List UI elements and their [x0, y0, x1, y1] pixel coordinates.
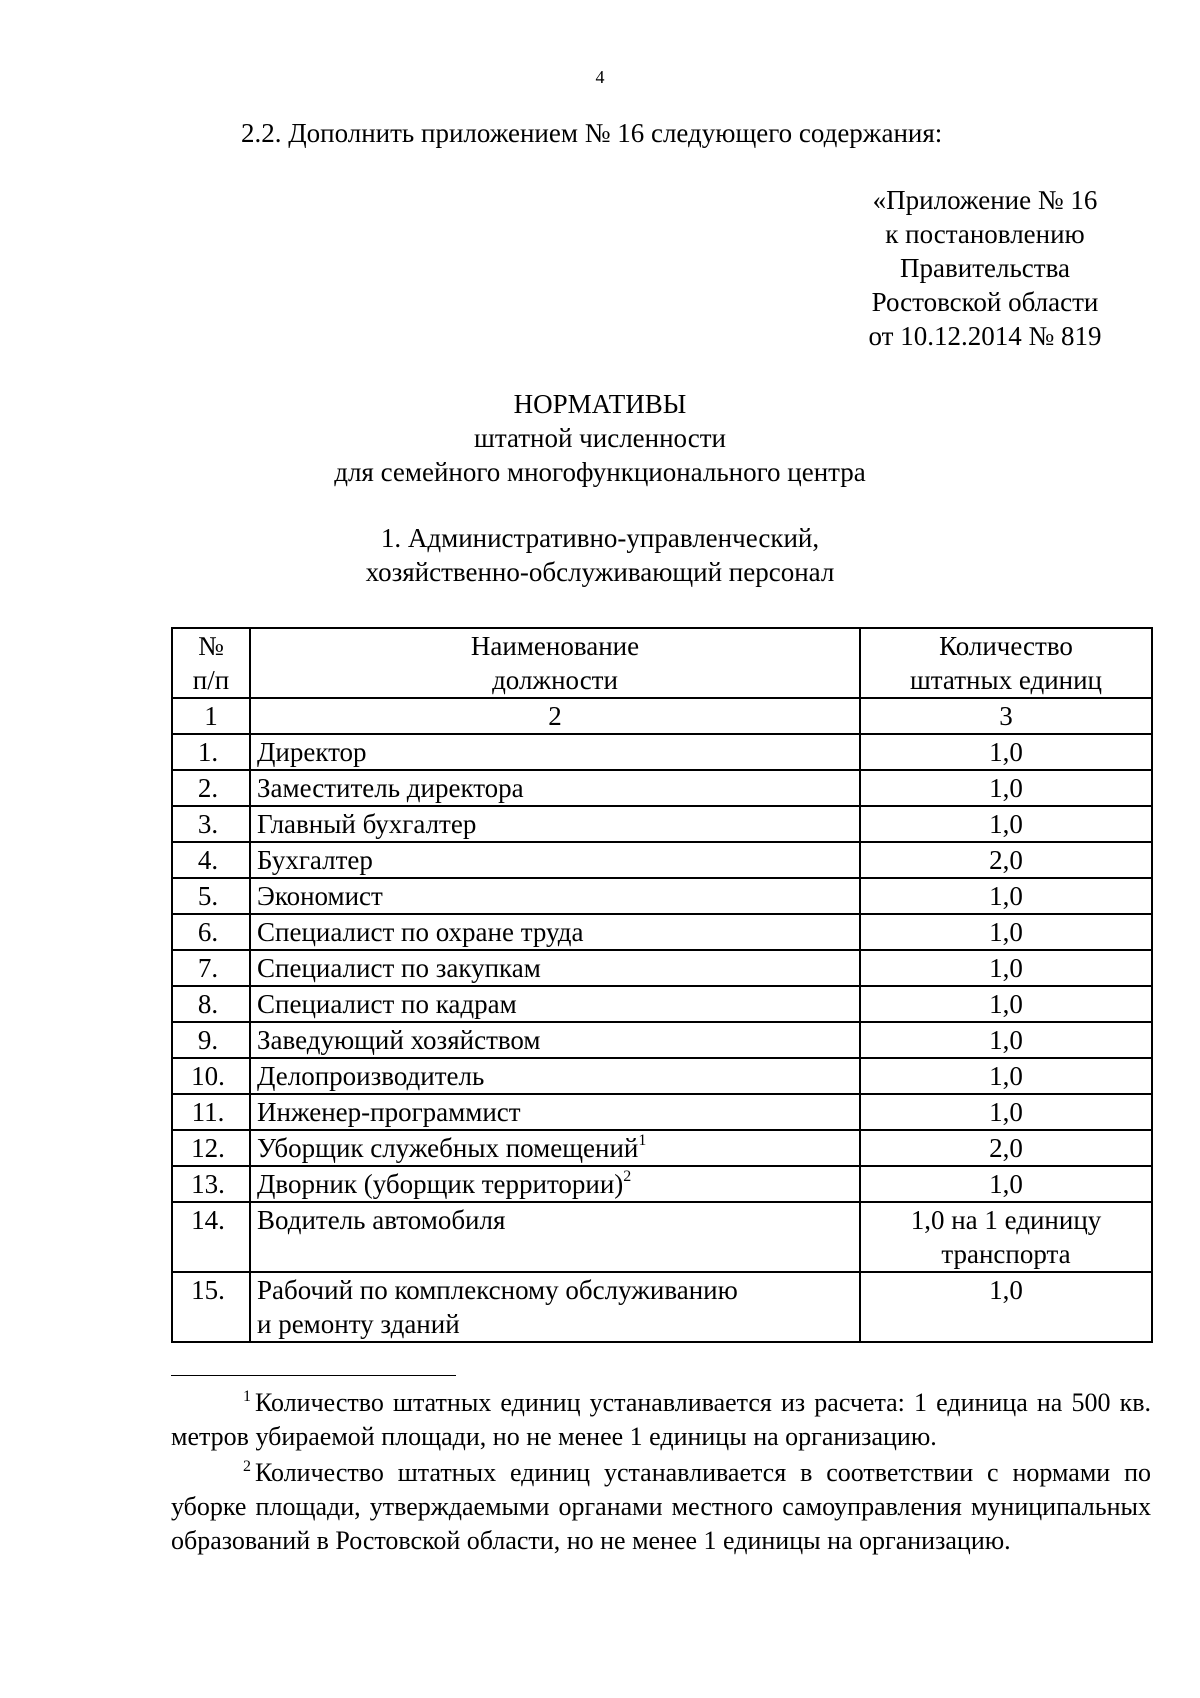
table-row — [172, 770, 1152, 806]
footnote-2 — [171, 1456, 1151, 1558]
position-text: Специалист по охране труда — [257, 917, 584, 947]
column-number-row — [172, 698, 1152, 734]
appendix-line: от 10.12.2014 № 819 — [868, 321, 1102, 351]
position-name — [250, 1058, 860, 1094]
position-text: Экономист — [257, 881, 383, 911]
staff-quantity: 1,0 — [860, 914, 1152, 950]
header-text: п/п — [192, 665, 230, 695]
staff-quantity: 1,0 — [860, 1166, 1152, 1202]
column-number: 3 — [860, 698, 1152, 734]
position-name — [250, 1022, 860, 1058]
position-text: Специалист по кадрам — [257, 989, 517, 1019]
table-row — [172, 842, 1152, 878]
table-row — [172, 1058, 1152, 1094]
table-header-row — [172, 628, 1152, 698]
staff-quantity: 1,0 — [860, 1272, 1152, 1342]
staff-quantity: 1,0 — [860, 1094, 1152, 1130]
position-text: Делопроизводитель — [257, 1061, 485, 1091]
footnote-reference: 2 — [623, 1168, 632, 1185]
section-line: хозяйственно-обслуживающий персонал — [365, 557, 835, 587]
title-subline: штатной численности — [474, 423, 726, 453]
table-row — [172, 914, 1152, 950]
table-row — [172, 806, 1152, 842]
position-line: и ремонту зданий — [257, 1309, 460, 1339]
staff-quantity: 1,0 — [860, 986, 1152, 1022]
footnote-mark: 1 — [243, 1388, 251, 1406]
row-number: 14. — [172, 1202, 250, 1272]
row-number: 12. — [172, 1130, 250, 1166]
row-number: 9. — [172, 1022, 250, 1058]
table-row — [172, 1166, 1152, 1202]
header-text: № — [198, 631, 224, 661]
position-text: Дворник (уборщик территории) — [257, 1169, 624, 1199]
row-number: 13. — [172, 1166, 250, 1202]
header-text: штатных единиц — [909, 665, 1102, 695]
position-text: Бухгалтер — [257, 845, 373, 875]
position-text: Специалист по закупкам — [257, 953, 541, 983]
quantity-line: 1,0 на 1 единицу — [910, 1205, 1102, 1235]
row-number: 2. — [172, 770, 250, 806]
appendix-reference — [820, 183, 1150, 353]
header-position — [250, 628, 860, 698]
staff-quantity — [860, 1202, 1152, 1272]
staff-quantity: 1,0 — [860, 1022, 1152, 1058]
footnote-mark: 2 — [243, 1458, 251, 1476]
row-number: 7. — [172, 950, 250, 986]
table-row — [172, 1130, 1152, 1166]
row-number: 10. — [172, 1058, 250, 1094]
position-line: Рабочий по комплексному обслуживанию — [257, 1275, 738, 1305]
row-number: 4. — [172, 842, 250, 878]
table-row — [172, 986, 1152, 1022]
position-name — [250, 914, 860, 950]
footnote-text: Количество штатных единиц устанавливается из расчета: 1 единица на 500 кв. метров убираемой площади, но не менее 1 единицы на организацию. — [171, 1388, 1151, 1451]
position-name — [250, 1202, 860, 1272]
position-name — [250, 806, 860, 842]
column-number: 2 — [250, 698, 860, 734]
quantity-line: транспорта — [941, 1239, 1071, 1269]
staff-quantity: 1,0 — [860, 950, 1152, 986]
position-name — [250, 986, 860, 1022]
page-number: 4 — [595, 67, 605, 87]
staff-quantity: 1,0 — [860, 806, 1152, 842]
row-number: 15. — [172, 1272, 250, 1342]
footnote-reference: 1 — [638, 1132, 647, 1149]
row-number: 8. — [172, 986, 250, 1022]
table-row — [172, 1022, 1152, 1058]
table-row — [172, 878, 1152, 914]
position-name — [250, 1272, 860, 1342]
position-name — [250, 734, 860, 770]
footnote-divider — [171, 1375, 456, 1376]
table-row — [172, 1094, 1152, 1130]
appendix-line: Ростовской области — [871, 287, 1099, 317]
header-text: Количество — [939, 631, 1073, 661]
footnote-text: Количество штатных единиц устанавливается в соответствии с нормами по уборке площади, утверждаемыми органами местного самоуправления муниципальных образований в Ростовской области, но не менее 1 единицы на организацию. — [171, 1458, 1151, 1555]
table-row — [172, 734, 1152, 770]
header-text: должности — [492, 665, 618, 695]
header-number — [172, 628, 250, 698]
column-number: 1 — [172, 698, 250, 734]
footnotes — [171, 1386, 1151, 1560]
table-row — [172, 950, 1152, 986]
position-text: Главный бухгалтер — [257, 809, 477, 839]
position-text: Заместитель директора — [257, 773, 524, 803]
position-text: Инженер-программист — [257, 1097, 521, 1127]
staff-quantity: 1,0 — [860, 770, 1152, 806]
table-row — [172, 1202, 1152, 1272]
staff-quantity: 2,0 — [860, 842, 1152, 878]
appendix-line: «Приложение № 16 — [872, 185, 1098, 215]
position-text: Уборщик служебных помещений — [257, 1133, 639, 1163]
staff-quantity: 1,0 — [860, 1058, 1152, 1094]
position-name — [250, 878, 860, 914]
row-number: 11. — [172, 1094, 250, 1130]
section-heading — [0, 521, 1200, 589]
header-quantity — [860, 628, 1152, 698]
title-subline: для семейного многофункционального центра — [334, 457, 866, 487]
position-name — [250, 1166, 860, 1202]
staff-quantity: 2,0 — [860, 1130, 1152, 1166]
position-text: Директор — [257, 737, 367, 767]
position-name — [250, 842, 860, 878]
position-name — [250, 1094, 860, 1130]
appendix-line: Правительства — [900, 253, 1070, 283]
section-line: 1. Административно-управленческий, — [380, 523, 820, 553]
row-number: 3. — [172, 806, 250, 842]
row-number: 6. — [172, 914, 250, 950]
position-text: Водитель автомобиля — [257, 1205, 506, 1235]
document-title — [0, 387, 1200, 489]
table-row — [172, 1272, 1152, 1342]
footnote-1 — [171, 1386, 1151, 1454]
amendment-text: 2.2. Дополнить приложением № 16 следующего содержания: — [241, 118, 943, 148]
position-name — [250, 1130, 860, 1166]
staff-table — [171, 627, 1153, 1343]
staff-quantity: 1,0 — [860, 734, 1152, 770]
position-text: Заведующий хозяйством — [257, 1025, 541, 1055]
row-number: 5. — [172, 878, 250, 914]
staff-quantity: 1,0 — [860, 878, 1152, 914]
row-number: 1. — [172, 734, 250, 770]
header-text: Наименование — [470, 631, 640, 661]
position-name — [250, 770, 860, 806]
title-main: НОРМАТИВЫ — [513, 389, 687, 419]
position-name — [250, 950, 860, 986]
appendix-line: к постановлению — [885, 219, 1085, 249]
